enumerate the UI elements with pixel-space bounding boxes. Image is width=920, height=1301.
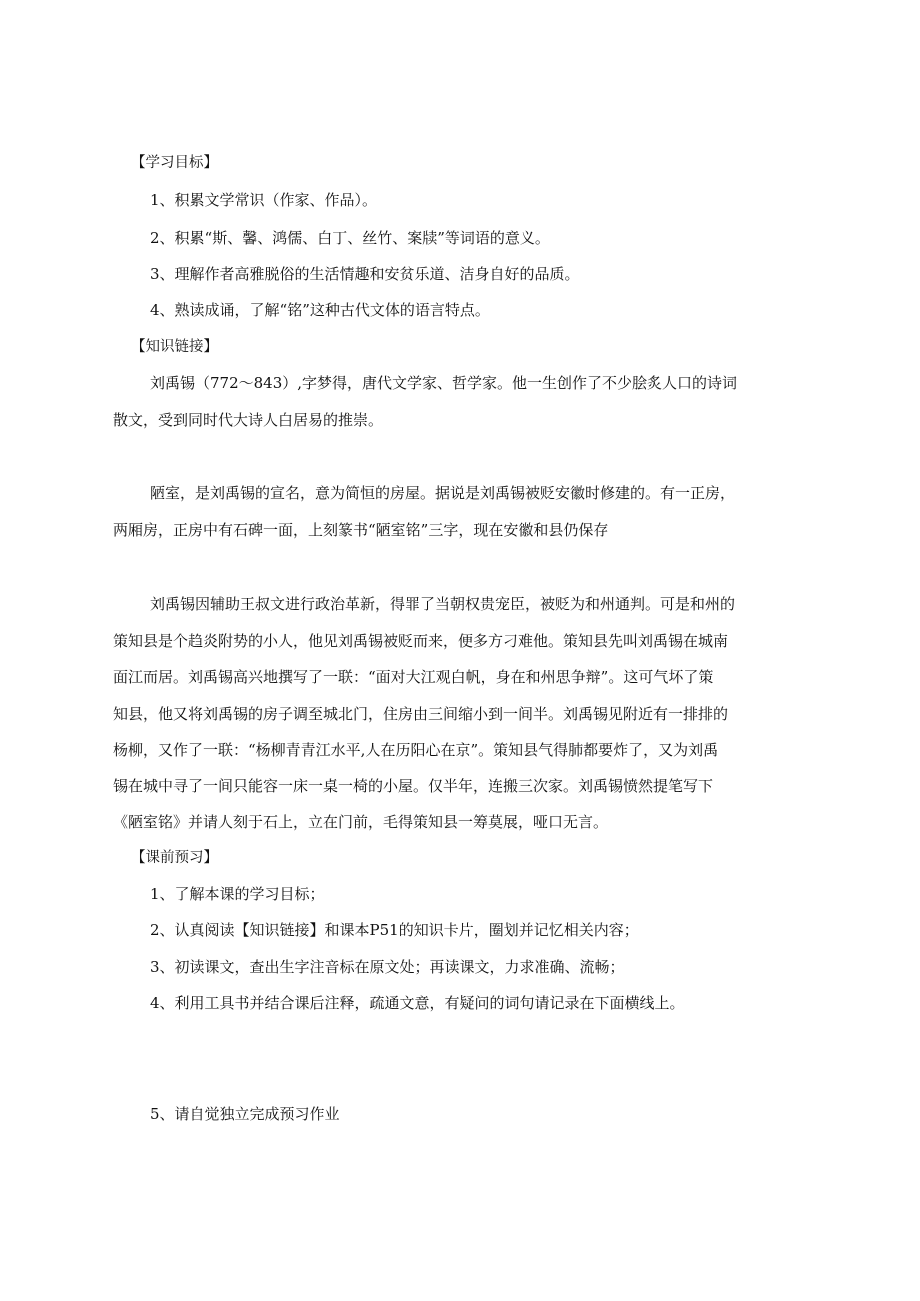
- goal-item-2: 2、积累“斯、馨、鸿儒、白丁、丝竹、案牍”等词语的意义。: [150, 229, 550, 247]
- goal-item-1: 1、积累文学常识（作家、作品）。: [150, 191, 378, 209]
- author-para-line: 散文，受到同时代大诗人白居易的推崇。: [113, 411, 384, 429]
- story-para-line: 策知县是个趋炎附势的小人，他见刘禹锡被贬而来，便多方刁难他。策知县先叫刘禹锡在城南: [113, 632, 729, 650]
- story-para-line: 杨柳，又作了一联：“杨柳青青江水平,人在历阳心在京”。策知县气得肺都要炸了，又为刘禹: [113, 741, 719, 759]
- story-para-line: 《陋室铭》并请人刻于石上，立在门前，毛得策知县一筹莫展，哑口无言。: [113, 813, 609, 831]
- story-para-line: 刘禹锡因辅助王叔文进行政治革新，得罪了当朝权贵宠臣，被贬为和州通判。可是和州的: [150, 595, 736, 613]
- preview-item-3: 3、初读课文，查出生字注音标在原文处；再读课文，力求准确、流畅；: [150, 958, 625, 976]
- section-title-preview: 【课前预习】: [131, 850, 218, 866]
- section-title-goals: 【学习目标】: [131, 155, 218, 171]
- room-para-line: 陋室，是刘禹锡的宣名，意为简恒的房屋。据说是刘禹锡被贬安徽时修建的。有一正房，: [150, 484, 736, 502]
- story-para-line: 面江而居。刘禹锡高兴地撰写了一联：“面对大江观白帆，身在和州思争辩”。这可气坏了策: [113, 668, 714, 686]
- room-para-line: 两厢房，正房中有石碑一面，上刻篆书“陋室铭”三字，现在安徽和县仍保存: [113, 521, 609, 539]
- story-para-line: 锡在城中寻了一间只能容一床一桌一椅的小屋。仅半年，连搬三次家。刘禹锡愤然提笔写下: [113, 777, 714, 795]
- preview-item-4: 4、利用工具书并结合课后注释，疏通文意，有疑问的词句请记录在下面横线上。: [150, 994, 685, 1012]
- story-para-line: 知县，他又将刘禹锡的房子调至城北门，住房由三间缩小到一间半。刘禹锡见附近有一排排的: [113, 705, 729, 723]
- preview-item-2: 2、认真阅读【知识链接】和课本P51的知识卡片，圈划并记忆相关内容；: [150, 921, 639, 939]
- goal-item-3: 3、理解作者高雅脱俗的生活情趣和安贫乐道、洁身自好的品质。: [150, 265, 580, 283]
- goal-item-4: 4、熟读成诵，了解“铭”这种古代文体的语言特点。: [150, 301, 490, 319]
- author-para-line: 刘禹锡（772～843）,字梦得，唐代文学家、哲学家。他一生创作了不少脍炙人口的诗词: [150, 374, 738, 392]
- section-title-knowledge: 【知识链接】: [131, 339, 218, 355]
- preview-item-5: 5、请自觉独立完成预习作业: [150, 1105, 340, 1123]
- preview-item-1: 1、了解本课的学习目标；: [150, 885, 325, 903]
